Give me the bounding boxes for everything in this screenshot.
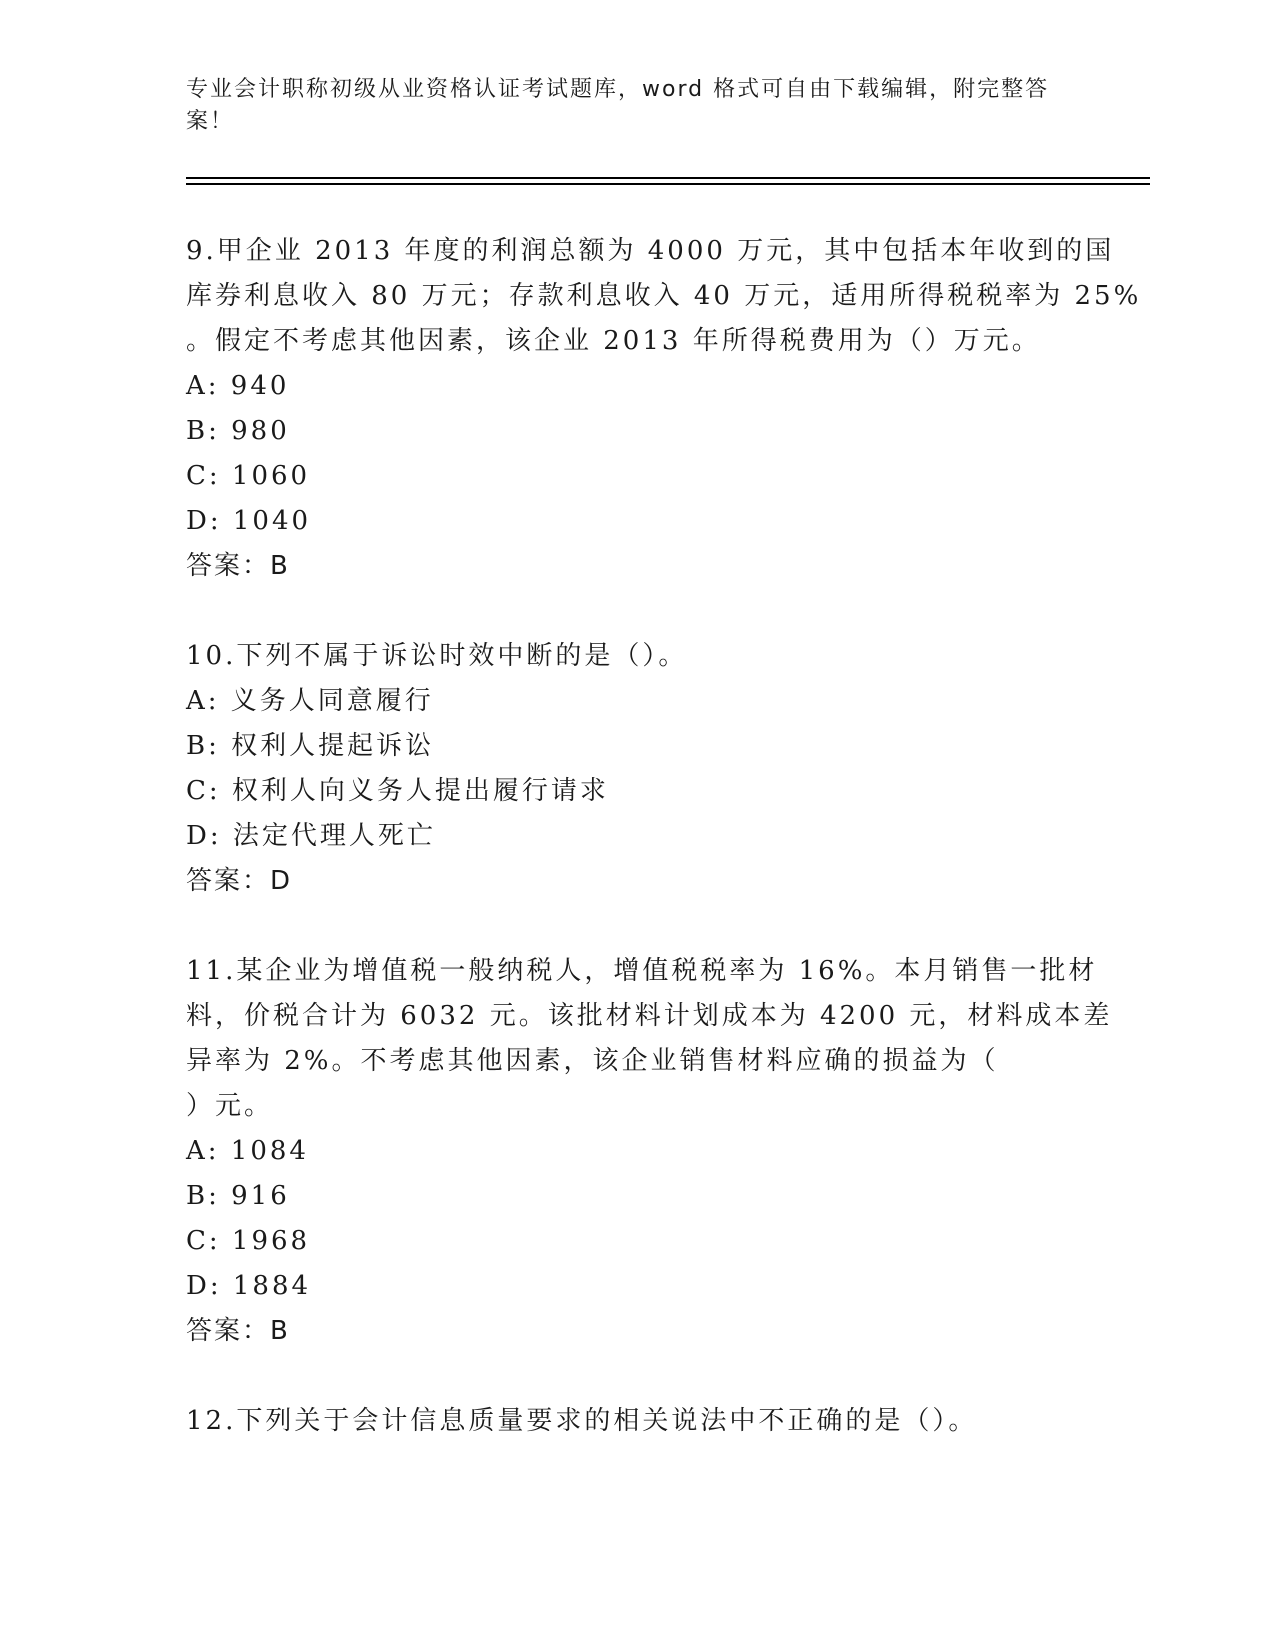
question-11-line-1: 11.某企业为增值税一般纳税人，增值税税率为 16%。本月销售一批材 [186, 956, 1098, 986]
document-header: 专业会计职称初级从业资格认证考试题库，word 格式可自由下载编辑，附完整答案！ [186, 77, 1050, 134]
question-9-option-b: B: 980 [186, 416, 290, 446]
header-divider-bottom [186, 183, 1150, 185]
question-10-option-c: C: 权利人向义务人提出履行请求 [186, 776, 609, 806]
question-9-option-d: D: 1040 [186, 506, 312, 536]
question-11-option-a: A: 1084 [186, 1136, 309, 1166]
question-10-option-d: D: 法定代理人死亡 [186, 821, 436, 851]
question-11-option-c: C: 1968 [186, 1226, 311, 1256]
question-9-line-1: 9.甲企业 2013 年度的利润总额为 4000 万元，其中包括本年收到的国 [186, 236, 1115, 266]
header-divider-top [186, 177, 1150, 179]
question-9-option-c: C: 1060 [186, 461, 311, 491]
question-10-option-b: B: 权利人提起诉讼 [186, 731, 435, 761]
question-10-option-a: A: 义务人同意履行 [186, 686, 434, 716]
question-11-line-2: 料，价税合计为 6032 元。该批材料计划成本为 4200 元，材料成本差 [186, 1001, 1113, 1031]
question-9-answer: 答案：B [186, 551, 290, 581]
question-10-line-1: 10.下列不属于诉讼时效中断的是（）。 [186, 641, 688, 671]
question-9-option-a: A: 940 [186, 371, 290, 401]
question-11-option-d: D: 1884 [186, 1271, 312, 1301]
question-11-option-b: B: 916 [186, 1181, 290, 1211]
question-11-line-3: 异率为 2%。不考虑其他因素，该企业销售材料应确的损益为（ [186, 1046, 999, 1076]
question-11-line-4: ）元。 [186, 1091, 274, 1121]
question-9-line-3: 。假定不考虑其他因素，该企业 2013 年所得税费用为（）万元。 [186, 326, 1041, 356]
question-9-line-2: 库券利息收入 80 万元；存款利息收入 40 万元，适用所得税税率为 25% [186, 281, 1142, 311]
question-12-line-1: 12.下列关于会计信息质量要求的相关说法中不正确的是（）。 [186, 1406, 978, 1436]
question-11-answer: 答案：B [186, 1316, 290, 1346]
question-10-answer: 答案：D [186, 866, 293, 896]
